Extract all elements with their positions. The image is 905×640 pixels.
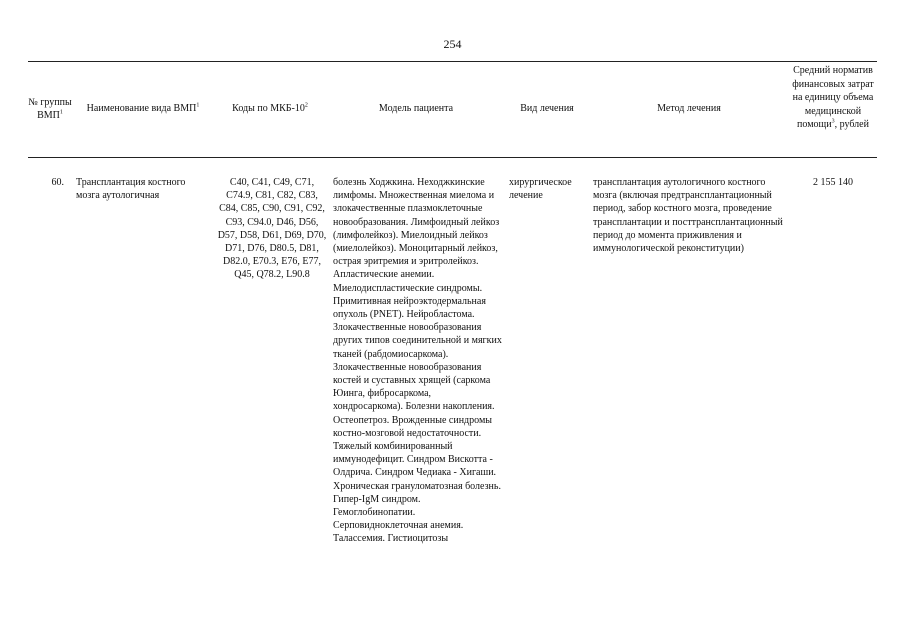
header-icd-codes-label: Коды по МКБ-10 <box>232 103 305 115</box>
row-group-number: 60. <box>51 177 64 188</box>
row-cost: 2 155 140 <box>813 177 853 188</box>
row-treatment-type: хирургическое лечение <box>509 177 572 202</box>
table-top-rule <box>28 61 877 62</box>
header-patient-model <box>332 64 500 154</box>
header-vmp-name <box>76 64 210 154</box>
header-icd-codes-note: 2 <box>304 102 308 109</box>
header-treatment-method <box>592 64 786 154</box>
row-patient-model: болезнь Ходжкина. Неходжкинские лимфомы. Множественная миелома и злокачественные плазмоклеточные новообразования. Лимфоидный лейкоз (лимфолейкоз). Миелоидный лейкоз (миелолейкоз). Моноцитарный лейкоз, острая эритремия и эритролейкоз. Апластические анемии. Миелодиспластические синдромы. Примитивная нейроэктодермальная опухоль (PNET). Нейробластома. Злокачественные новообразования других типов соединительной и мягких тканей (рабдомиосаркома). Злокачественные новообразования костей и суставных хрящей (саркома Юинга, фибросаркома, хондросаркома). Болезни накопления. Остеопетроз. Врожденные синдромы костно-мозговой недостаточности. Тяжелый комбинированный иммунодефицит. Синдром Вискотта - Олдрича. Синдром Чедиака - Хигаши. Хроническая грануломатозная болезнь. Гипер-IgM синдром. Гемоглобинопатии. Серповидноклеточная анемия. Талассемия. Гистиоцитозы <box>333 177 502 545</box>
header-bottom-rule <box>28 157 877 158</box>
header-treatment-method-label: Метод лечения <box>657 103 721 115</box>
header-cost-standard-label: Средний норматив финансовых затрат на единицу объема медицинской помощи <box>792 65 874 130</box>
header-icd-codes <box>214 64 326 154</box>
header-patient-model-label: Модель пациента <box>378 103 454 115</box>
page-number: 254 <box>443 37 462 51</box>
header-cost-standard-unit: , рублей <box>834 119 869 130</box>
row-treatment-method: трансплантация аутологичного костного мозга (включая предтрансплантационный период, забор костного мозга, проведение трансплантации и посттрансплантационный период до момента приживления и иммунологической реконституции) <box>593 177 783 255</box>
header-cost-standard-note: 3 <box>831 118 835 125</box>
header-group-number-label: № группы ВМП <box>28 96 72 121</box>
header-treatment-type-label: Вид лечения <box>520 103 574 115</box>
header-group-number <box>28 64 72 154</box>
header-treatment-type <box>508 64 586 154</box>
row-vmp-name: Трансплантация костного мозга аутологичная <box>76 177 186 202</box>
row-icd-codes: C40, C41, C49, C71, C74.9, C81, C82, C83, C84, C85, C90, C91, C92, C93, C94.0, D46, D56, D57, D58, D61, D69, D70, D71, D76, D80.5, D81, D82.0, E70.3, E76, E77, Q45, Q78.2, L90.8 <box>217 177 327 281</box>
header-vmp-name-note: 1 <box>196 102 200 109</box>
header-vmp-name-label: Наименование вида ВМП <box>86 103 197 115</box>
header-cost-standard <box>790 64 876 132</box>
header-group-number-note: 1 <box>59 109 63 116</box>
